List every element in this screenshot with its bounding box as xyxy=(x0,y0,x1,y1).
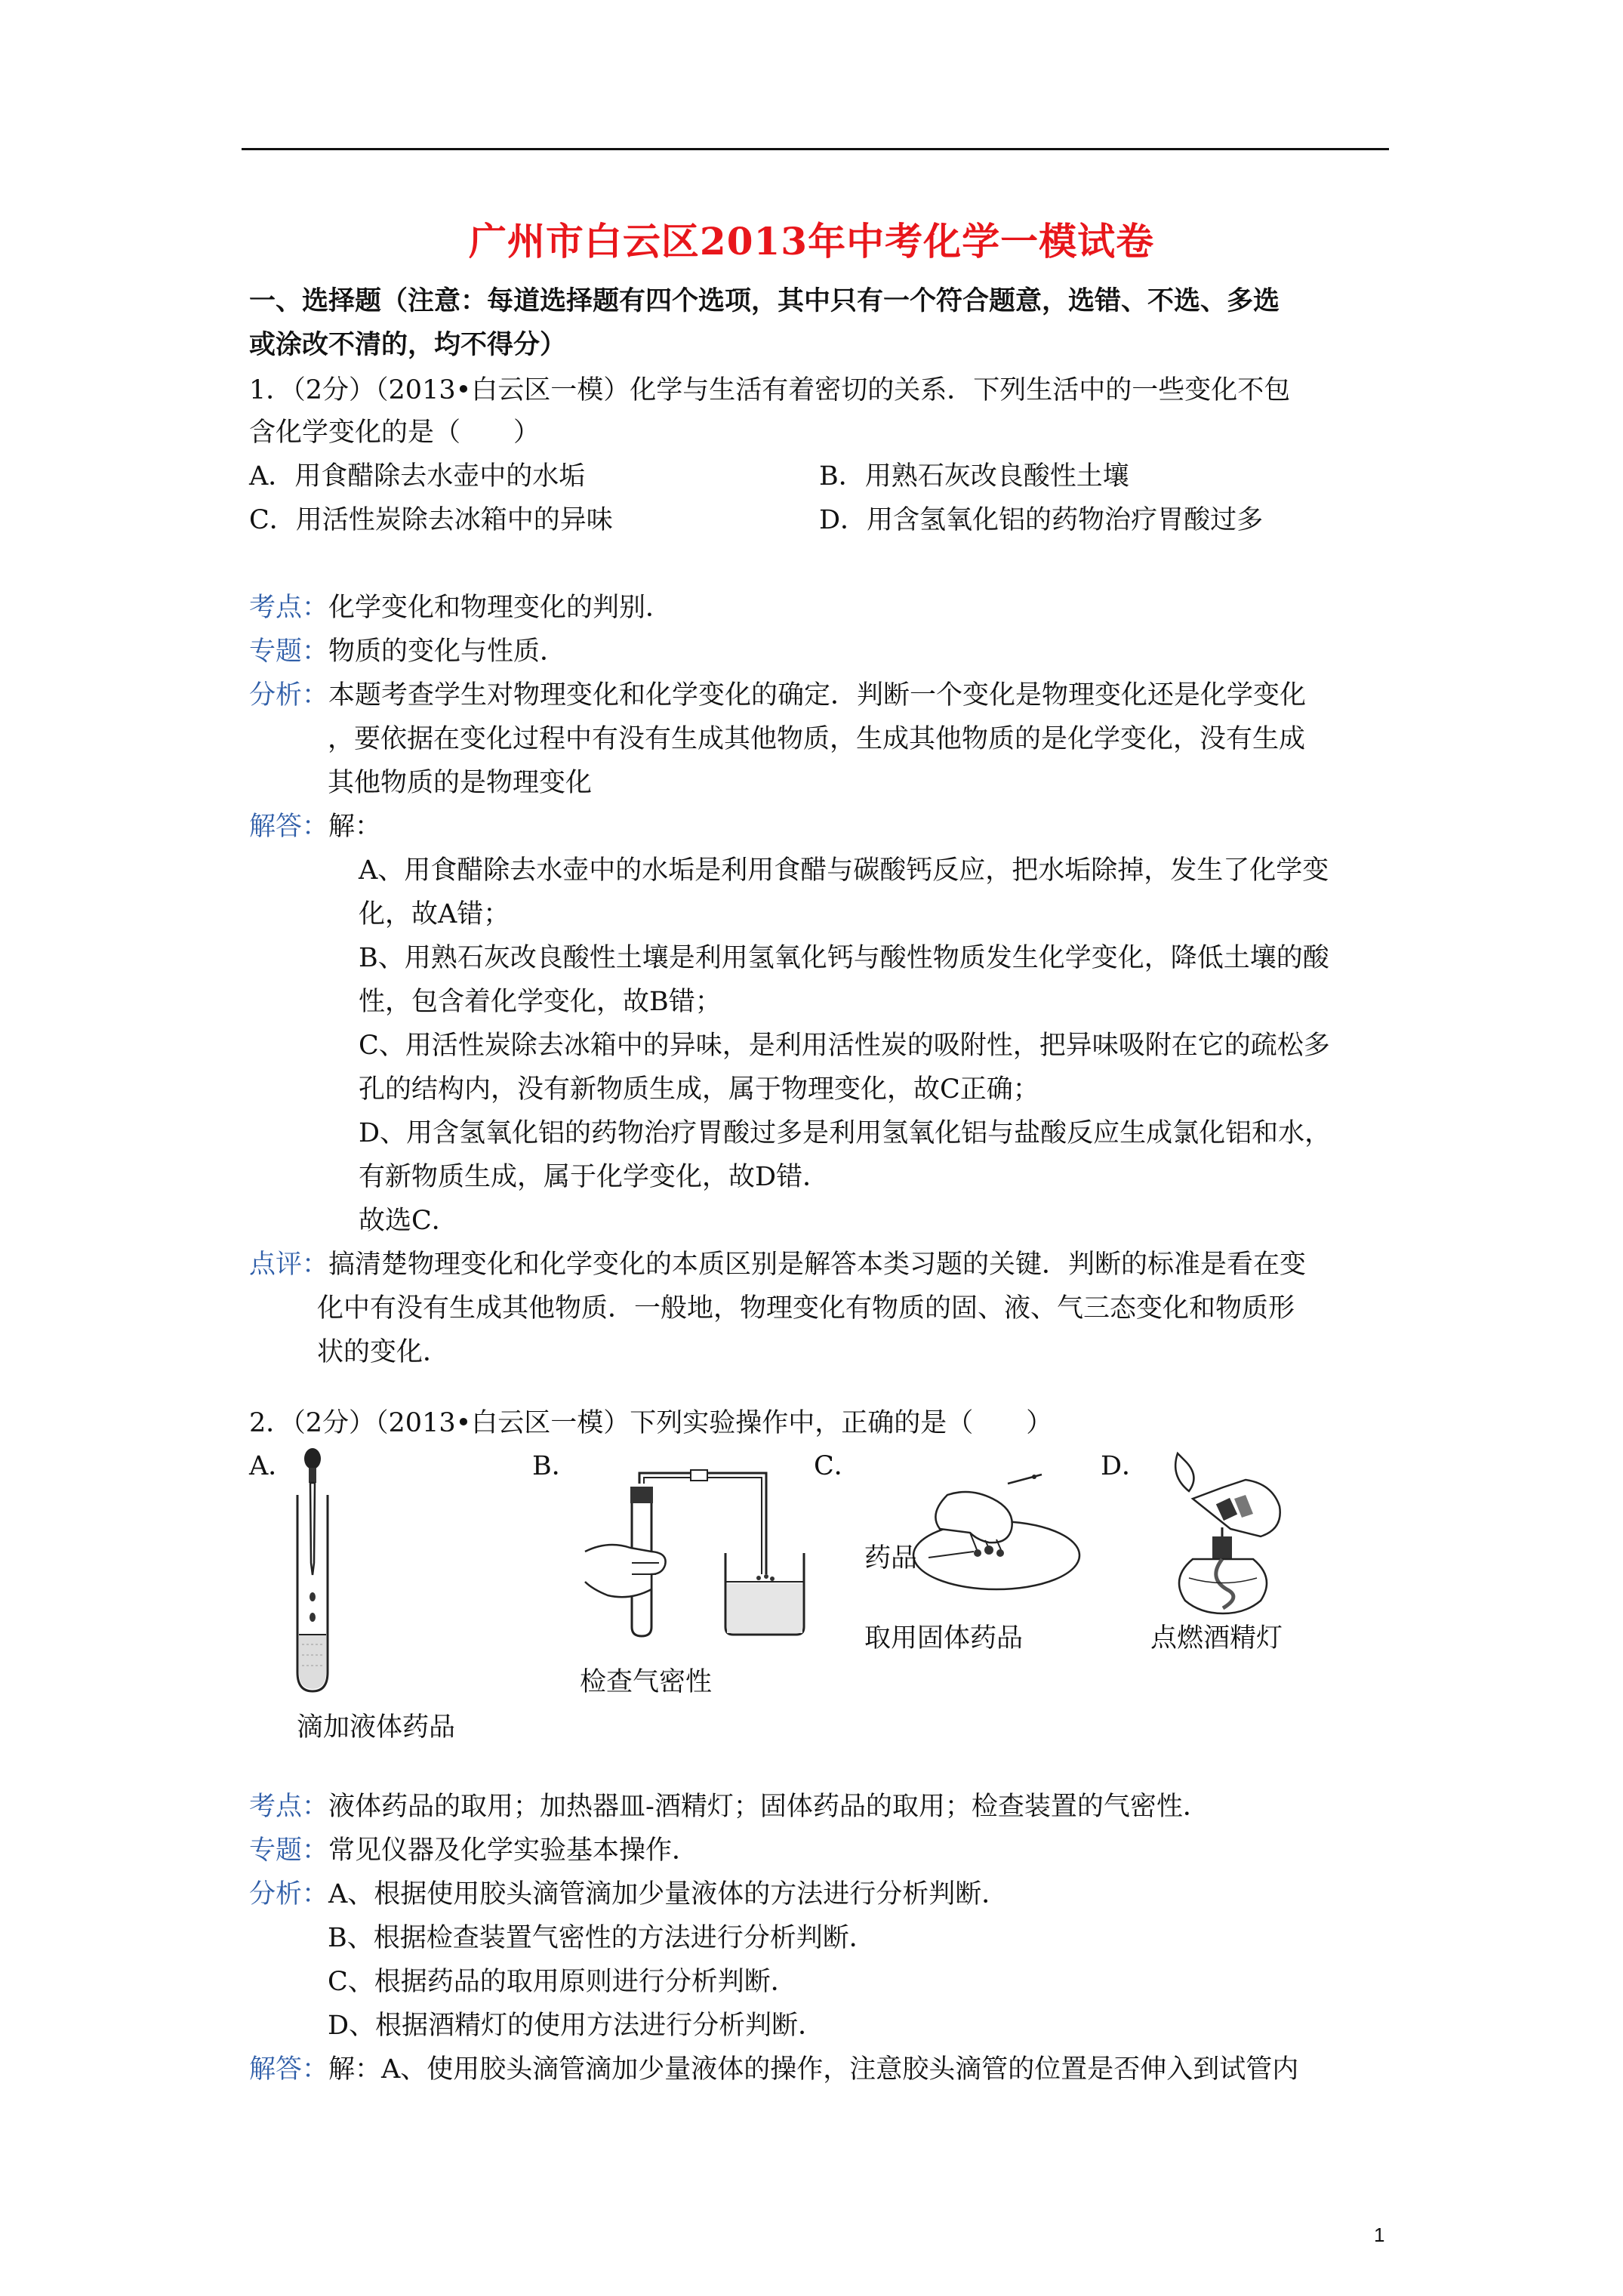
kaodian-label: 考点： xyxy=(249,593,329,623)
q1-option-c: C．用活性炭除去冰箱中的异味 xyxy=(249,505,613,535)
section-heading-line1: 一、选择题（注意：每道选择题有四个选项，其中只有一个符合题意，选错、不选、多选 xyxy=(249,285,1280,316)
q1-jieda-d-line2: 有新物质生成，属于化学变化，故D错． xyxy=(359,1162,830,1192)
section-heading-line2: 或涂改不清的，均不得分） xyxy=(249,329,567,360)
q1-fenxi-line2: ，要依据在变化过程中有没有生成其他物质，生成其他物质的是化学变化，没有生成 xyxy=(328,724,1306,754)
q2-caption-b: 检查气密性 xyxy=(580,1667,713,1697)
solid-reagent-figure xyxy=(857,1469,1083,1597)
q1-fenxi-row xyxy=(249,673,1397,717)
q2-jieda-text: 解：A、使用胶头滴管滴加少量液体的操作，注意胶头滴管的位置是否伸入到试管内 xyxy=(328,2054,1299,2085)
q1-dianping-line2: 化中有没有生成其他物质．一般地，物理变化有物质的固、液、气三态变化和物质形 xyxy=(317,1293,1295,1324)
airtightness-check-figure xyxy=(577,1469,812,1642)
q2-fenxi-a: A、根据使用胶头滴管滴加少量液体的方法进行分析判断． xyxy=(328,1879,1009,1909)
jieda-label: 解答： xyxy=(249,2054,329,2085)
page-title: 广州市白云区2013年中考化学一模试卷 xyxy=(468,219,1155,264)
jieda-label: 解答： xyxy=(249,812,329,842)
q1-fenxi-line3: 其他物质的是物理变化 xyxy=(328,768,593,798)
q1-jieda-a-line1: A、用食醋除去水壶中的水垢是利用食醋与碳酸钙反应，把水垢除掉，发生了化学变 xyxy=(359,855,1329,886)
q2-caption-d: 点燃酒精灯 xyxy=(1150,1623,1283,1653)
q2-caption-c: 取用固体药品 xyxy=(864,1623,1024,1653)
header-rule xyxy=(242,148,1389,150)
q2-kaodian-text: 液体药品的取用；加热器皿-酒精灯；固体药品的取用；检查装置的气密性． xyxy=(328,1792,1209,1822)
q1-kaodian-text: 化学变化和物理变化的判别． xyxy=(328,593,673,623)
q1-jieda-row xyxy=(249,805,1397,849)
fenxi-label: 分析： xyxy=(249,680,329,710)
q1-jieda-answer: 故选C． xyxy=(359,1206,458,1236)
q2-fenxi-d: D、根据酒精灯的使用方法进行分析判断． xyxy=(328,2011,825,2041)
q1-fenxi-line1: 本题考查学生对物理变化和化学变化的确定．判断一个变化是物理变化还是化学变化 xyxy=(328,680,1307,710)
q2-option-a-letter: A． xyxy=(249,1451,295,1481)
dropper-test-tube-figure xyxy=(287,1442,355,1699)
zhuanti-label: 专题： xyxy=(249,636,329,667)
q1-stem-line1: 1．（2分）（2013•白云区一模）化学与生活有着密切的关系．下列生活中的一些变化不包 xyxy=(249,375,1291,405)
q2-option-b-letter: B． xyxy=(532,1451,578,1481)
fenxi-label: 分析： xyxy=(249,1879,329,1909)
q2-stem: 2．（2分）（2013•白云区一模）下列实验操作中，正确的是（ ） xyxy=(249,1408,1053,1438)
q2-fenxi-b: B、根据检查装置气密性的方法进行分析判断． xyxy=(328,1923,876,1953)
q1-dianping-row xyxy=(249,1243,1397,1287)
q1-jieda-d-line1: D、用含氢氧化铝的药物治疗胃酸过多是利用氢氧化铝与盐酸反应生成氯化铝和水， xyxy=(359,1118,1332,1148)
q1-jieda-a-line2: 化，故A错； xyxy=(359,899,510,929)
q2-kaodian-row xyxy=(249,1785,1397,1829)
q1-stem-line2: 含化学变化的是（ ） xyxy=(249,418,540,448)
q1-zhuanti-row xyxy=(249,630,1397,673)
dianping-label: 点评： xyxy=(249,1250,329,1280)
q2-fenxi-row xyxy=(249,1872,1397,1916)
q1-kaodian-row xyxy=(249,586,1397,630)
zhuanti-label: 专题： xyxy=(249,1835,329,1866)
q2-zhuanti-row xyxy=(249,1829,1397,1872)
q1-jieda-b-line2: 性，包含着化学变化，故B错； xyxy=(359,987,722,1017)
page-number: 1 xyxy=(1374,2224,1385,2246)
q2-figure-label-c: 药品 xyxy=(864,1543,918,1573)
q1-jieda-intro: 解： xyxy=(328,812,382,842)
q2-zhuanti-text: 常见仪器及化学实验基本操作． xyxy=(328,1835,699,1866)
q2-caption-a: 滴加液体药品 xyxy=(297,1712,456,1743)
q1-jieda-c-line2: 孔的结构内，没有新物质生成，属于物理变化，故C正确； xyxy=(359,1074,1039,1105)
q1-dianping-line3: 状的变化． xyxy=(317,1337,450,1367)
q1-option-b: B．用熟石灰改良酸性土壤 xyxy=(819,461,1129,492)
q1-dianping-line1: 搞清楚物理变化和化学变化的本质区别是解答本类习题的关键．判断的标准是看在变 xyxy=(328,1250,1307,1280)
q1-option-d: D．用含氢氧化铝的药物治疗胃酸过多 xyxy=(819,505,1264,535)
q2-option-d-letter: D． xyxy=(1101,1451,1149,1481)
q2-option-c-letter: C． xyxy=(814,1451,861,1481)
q2-jieda-row xyxy=(249,2048,1397,2091)
q1-jieda-c-line1: C、用活性炭除去冰箱中的异味，是利用活性炭的吸附性，把异味吸附在它的疏松多 xyxy=(359,1031,1330,1061)
alcohol-lamp-figure xyxy=(1147,1446,1298,1620)
q1-jieda-b-line1: B、用熟石灰改良酸性土壤是利用氢氧化钙与酸性物质发生化学变化，降低土壤的酸 xyxy=(359,943,1329,973)
q1-zhuanti-text: 物质的变化与性质． xyxy=(328,636,567,667)
q2-fenxi-c: C、根据药品的取用原则进行分析判断． xyxy=(328,1967,797,1997)
q1-option-a: A．用食醋除去水壶中的水垢 xyxy=(249,461,586,492)
kaodian-label: 考点： xyxy=(249,1792,329,1822)
